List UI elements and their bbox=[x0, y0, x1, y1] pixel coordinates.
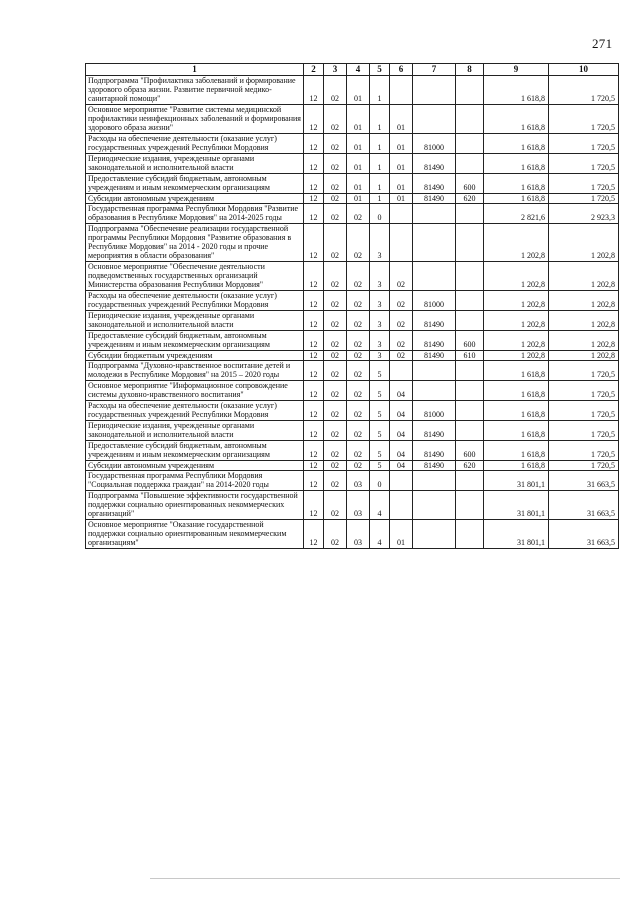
column-header: 1 bbox=[86, 64, 304, 76]
cell-amount-year2: 31 663,5 bbox=[549, 471, 619, 491]
cell-subprogram: 1 bbox=[370, 76, 390, 105]
cell-direction: 81000 bbox=[413, 401, 456, 421]
cell-main-activity: 04 bbox=[390, 381, 413, 401]
table-row bbox=[86, 351, 619, 361]
cell-expense-type bbox=[456, 311, 484, 331]
cell-amount-year1: 1 618,8 bbox=[484, 401, 549, 421]
column-header: 5 bbox=[370, 64, 390, 76]
cell-direction: 81490 bbox=[413, 441, 456, 461]
cell-name: Субсидии автономным учреждениям bbox=[86, 461, 304, 471]
cell-subprogram: 5 bbox=[370, 421, 390, 441]
cell-subprogram: 4 bbox=[370, 491, 390, 520]
cell-name: Основное мероприятие "Обеспечение деятельности подведомственных государственных организаций Министерства образования Республики Мордовия" bbox=[86, 262, 304, 291]
cell-program: 02 bbox=[347, 361, 370, 381]
column-header: 2 bbox=[304, 64, 324, 76]
cell-program: 03 bbox=[347, 520, 370, 549]
table-row bbox=[86, 224, 619, 262]
cell-section: 12 bbox=[304, 134, 324, 154]
cell-section: 12 bbox=[304, 154, 324, 174]
cell-name: Основное мероприятие "Развитие системы медицинской профилактики неинфекционных заболеваний и формирования здорового образа жизни" bbox=[86, 105, 304, 134]
cell-direction bbox=[413, 224, 456, 262]
cell-subprogram: 1 bbox=[370, 174, 390, 194]
cell-expense-type bbox=[456, 262, 484, 291]
table-row bbox=[86, 154, 619, 174]
cell-subsection: 02 bbox=[324, 76, 347, 105]
cell-subsection: 02 bbox=[324, 224, 347, 262]
cell-amount-year2: 1 720,5 bbox=[549, 421, 619, 441]
cell-amount-year2: 1 202,8 bbox=[549, 351, 619, 361]
table-row bbox=[86, 361, 619, 381]
cell-expense-type bbox=[456, 401, 484, 421]
cell-amount-year2: 1 720,5 bbox=[549, 174, 619, 194]
cell-name: Основное мероприятие "Информационное сопровождение системы духовно-нравственного воспитания" bbox=[86, 381, 304, 401]
table-row bbox=[86, 441, 619, 461]
cell-amount-year1: 1 618,8 bbox=[484, 194, 549, 204]
cell-main-activity: 01 bbox=[390, 154, 413, 174]
cell-amount-year2: 1 720,5 bbox=[549, 441, 619, 461]
cell-subsection: 02 bbox=[324, 421, 347, 441]
cell-expense-type bbox=[456, 224, 484, 262]
cell-direction bbox=[413, 361, 456, 381]
cell-amount-year2: 1 720,5 bbox=[549, 154, 619, 174]
cell-main-activity bbox=[390, 224, 413, 262]
cell-subprogram: 5 bbox=[370, 381, 390, 401]
cell-section: 12 bbox=[304, 291, 324, 311]
cell-subprogram: 5 bbox=[370, 461, 390, 471]
cell-amount-year1: 1 618,8 bbox=[484, 105, 549, 134]
cell-amount-year1: 1 202,8 bbox=[484, 224, 549, 262]
cell-expense-type bbox=[456, 76, 484, 105]
cell-expense-type bbox=[456, 134, 484, 154]
cell-program: 02 bbox=[347, 461, 370, 471]
cell-subprogram: 1 bbox=[370, 194, 390, 204]
cell-name: Периодические издания, учрежденные органами законодательной и исполнительной власти bbox=[86, 154, 304, 174]
cell-amount-year1: 1 618,8 bbox=[484, 174, 549, 194]
cell-direction bbox=[413, 381, 456, 401]
cell-subsection: 02 bbox=[324, 134, 347, 154]
cell-amount-year2: 1 720,5 bbox=[549, 401, 619, 421]
cell-main-activity: 01 bbox=[390, 194, 413, 204]
cell-main-activity: 01 bbox=[390, 174, 413, 194]
cell-subprogram: 0 bbox=[370, 471, 390, 491]
cell-direction bbox=[413, 76, 456, 105]
cell-program: 02 bbox=[347, 311, 370, 331]
cell-amount-year1: 1 618,8 bbox=[484, 361, 549, 381]
cell-amount-year2: 1 202,8 bbox=[549, 262, 619, 291]
cell-direction bbox=[413, 105, 456, 134]
cell-program: 02 bbox=[347, 441, 370, 461]
cell-program: 01 bbox=[347, 76, 370, 105]
cell-main-activity: 02 bbox=[390, 311, 413, 331]
cell-subsection: 02 bbox=[324, 461, 347, 471]
cell-expense-type bbox=[456, 381, 484, 401]
cell-section: 12 bbox=[304, 224, 324, 262]
cell-section: 12 bbox=[304, 520, 324, 549]
cell-amount-year1: 1 202,8 bbox=[484, 331, 549, 351]
cell-name: Подпрограмма "Повышение эффективности государственной поддержки социально ориентированных некоммерческих организаций" bbox=[86, 491, 304, 520]
cell-amount-year1: 1 618,8 bbox=[484, 421, 549, 441]
cell-amount-year2: 31 663,5 bbox=[549, 520, 619, 549]
cell-program: 02 bbox=[347, 401, 370, 421]
cell-name: Периодические издания, учрежденные органами законодательной и исполнительной власти bbox=[86, 421, 304, 441]
column-header: 7 bbox=[413, 64, 456, 76]
cell-subsection: 02 bbox=[324, 154, 347, 174]
cell-direction bbox=[413, 262, 456, 291]
cell-amount-year2: 1 720,5 bbox=[549, 381, 619, 401]
table-row bbox=[86, 105, 619, 134]
cell-direction: 81000 bbox=[413, 291, 456, 311]
cell-subsection: 02 bbox=[324, 401, 347, 421]
cell-program: 02 bbox=[347, 421, 370, 441]
cell-direction: 81490 bbox=[413, 174, 456, 194]
cell-amount-year1: 1 202,8 bbox=[484, 351, 549, 361]
cell-amount-year1: 1 618,8 bbox=[484, 381, 549, 401]
cell-subsection: 02 bbox=[324, 441, 347, 461]
cell-main-activity: 01 bbox=[390, 105, 413, 134]
table-row bbox=[86, 291, 619, 311]
cell-expense-type bbox=[456, 154, 484, 174]
cell-subsection: 02 bbox=[324, 471, 347, 491]
cell-expense-type bbox=[456, 491, 484, 520]
cell-amount-year2: 2 923,3 bbox=[549, 204, 619, 224]
cell-section: 12 bbox=[304, 262, 324, 291]
cell-subsection: 02 bbox=[324, 381, 347, 401]
cell-program: 02 bbox=[347, 381, 370, 401]
cell-name: Подпрограмма "Духовно-нравственное воспитание детей и молодежи в Республике Мордовия" на 2015 – 2020 годы bbox=[86, 361, 304, 381]
cell-amount-year1: 1 202,8 bbox=[484, 311, 549, 331]
cell-amount-year1: 1 618,8 bbox=[484, 76, 549, 105]
cell-expense-type bbox=[456, 520, 484, 549]
table-body bbox=[86, 76, 619, 549]
table-row bbox=[86, 204, 619, 224]
table-row bbox=[86, 520, 619, 549]
cell-amount-year1: 1 618,8 bbox=[484, 134, 549, 154]
cell-section: 12 bbox=[304, 421, 324, 441]
cell-subsection: 02 bbox=[324, 311, 347, 331]
cell-main-activity: 04 bbox=[390, 401, 413, 421]
table-row bbox=[86, 134, 619, 154]
cell-program: 01 bbox=[347, 134, 370, 154]
cell-expense-type bbox=[456, 105, 484, 134]
cell-amount-year2: 1 720,5 bbox=[549, 461, 619, 471]
cell-section: 12 bbox=[304, 204, 324, 224]
cell-direction: 81490 bbox=[413, 461, 456, 471]
cell-direction: 81490 bbox=[413, 194, 456, 204]
cell-expense-type bbox=[456, 471, 484, 491]
column-header: 4 bbox=[347, 64, 370, 76]
cell-section: 12 bbox=[304, 331, 324, 351]
cell-direction: 81490 bbox=[413, 351, 456, 361]
cell-name: Расходы на обеспечение деятельности (оказание услуг) государственных учреждений Республики Мордовия bbox=[86, 134, 304, 154]
cell-subprogram: 4 bbox=[370, 520, 390, 549]
cell-section: 12 bbox=[304, 471, 324, 491]
cell-section: 12 bbox=[304, 381, 324, 401]
table-row bbox=[86, 491, 619, 520]
cell-subprogram: 1 bbox=[370, 134, 390, 154]
cell-program: 01 bbox=[347, 174, 370, 194]
cell-name: Подпрограмма "Обеспечение реализации государственной программы Республики Мордовия "Развитие образования в Республике Мордовия" на 2014 - 2020 годы и прочие мероприятия в области образования" bbox=[86, 224, 304, 262]
cell-program: 03 bbox=[347, 491, 370, 520]
cell-section: 12 bbox=[304, 491, 324, 520]
cell-direction: 81490 bbox=[413, 331, 456, 351]
cell-main-activity: 02 bbox=[390, 351, 413, 361]
budget-table bbox=[85, 63, 619, 549]
cell-amount-year2: 31 663,5 bbox=[549, 491, 619, 520]
column-header: 6 bbox=[390, 64, 413, 76]
cell-amount-year2: 1 202,8 bbox=[549, 291, 619, 311]
cell-subprogram: 3 bbox=[370, 311, 390, 331]
cell-amount-year2: 1 720,5 bbox=[549, 194, 619, 204]
cell-subsection: 02 bbox=[324, 174, 347, 194]
table-row bbox=[86, 174, 619, 194]
cell-amount-year1: 31 801,1 bbox=[484, 520, 549, 549]
page-number: 271 bbox=[592, 36, 613, 51]
cell-subprogram: 3 bbox=[370, 224, 390, 262]
cell-amount-year1: 31 801,1 bbox=[484, 491, 549, 520]
cell-amount-year2: 1 202,8 bbox=[549, 311, 619, 331]
cell-program: 03 bbox=[347, 471, 370, 491]
cell-name: Предоставление субсидий бюджетным, автономным учреждениям и иным некоммерческим организациям bbox=[86, 331, 304, 351]
cell-main-activity: 02 bbox=[390, 262, 413, 291]
cell-subprogram: 5 bbox=[370, 441, 390, 461]
cell-amount-year2: 1 202,8 bbox=[549, 331, 619, 351]
cell-subsection: 02 bbox=[324, 204, 347, 224]
cell-subprogram: 3 bbox=[370, 262, 390, 291]
cell-direction bbox=[413, 491, 456, 520]
cell-direction: 81000 bbox=[413, 134, 456, 154]
table-row bbox=[86, 331, 619, 351]
cell-subsection: 02 bbox=[324, 331, 347, 351]
cell-main-activity: 01 bbox=[390, 134, 413, 154]
cell-expense-type: 600 bbox=[456, 441, 484, 461]
cell-main-activity: 02 bbox=[390, 331, 413, 351]
cell-subprogram: 5 bbox=[370, 401, 390, 421]
cell-direction: 81490 bbox=[413, 311, 456, 331]
cell-subsection: 02 bbox=[324, 262, 347, 291]
cell-name: Государственная программа Республики Мордовия "Развитие образования в Республике Мордовия" на 2014-2025 годы bbox=[86, 204, 304, 224]
cell-main-activity: 04 bbox=[390, 421, 413, 441]
cell-name: Расходы на обеспечение деятельности (оказание услуг) государственных учреждений Республики Мордовия bbox=[86, 291, 304, 311]
cell-subprogram: 3 bbox=[370, 351, 390, 361]
cell-name: Подпрограмма "Профилактика заболеваний и формирование здорового образа жизни. Развитие первичной медико-санитарной помощи" bbox=[86, 76, 304, 105]
cell-name: Субсидии бюджетным учреждениям bbox=[86, 351, 304, 361]
table-row bbox=[86, 421, 619, 441]
cell-subprogram: 0 bbox=[370, 204, 390, 224]
cell-main-activity: 02 bbox=[390, 291, 413, 311]
column-header: 9 bbox=[484, 64, 549, 76]
table-row bbox=[86, 311, 619, 331]
cell-amount-year2: 1 202,8 bbox=[549, 224, 619, 262]
cell-amount-year1: 1 202,8 bbox=[484, 291, 549, 311]
cell-program: 01 bbox=[347, 154, 370, 174]
cell-program: 02 bbox=[347, 291, 370, 311]
cell-direction bbox=[413, 520, 456, 549]
cell-expense-type bbox=[456, 421, 484, 441]
cell-amount-year1: 1 618,8 bbox=[484, 441, 549, 461]
cell-name: Основное мероприятие "Оказание государственной поддержки социально ориентированным некоммерческим организациям" bbox=[86, 520, 304, 549]
cell-main-activity: 01 bbox=[390, 520, 413, 549]
cell-section: 12 bbox=[304, 194, 324, 204]
cell-name: Расходы на обеспечение деятельности (оказание услуг) государственных учреждений Республики Мордовия bbox=[86, 401, 304, 421]
cell-section: 12 bbox=[304, 311, 324, 331]
cell-section: 12 bbox=[304, 105, 324, 134]
cell-main-activity: 04 bbox=[390, 441, 413, 461]
cell-name: Субсидии автономным учреждениям bbox=[86, 194, 304, 204]
table-row bbox=[86, 461, 619, 471]
cell-amount-year2: 1 720,5 bbox=[549, 76, 619, 105]
cell-name: Предоставление субсидий бюджетным, автономным учреждениям и иным некоммерческим организациям bbox=[86, 441, 304, 461]
cell-section: 12 bbox=[304, 401, 324, 421]
cell-program: 02 bbox=[347, 262, 370, 291]
cell-main-activity bbox=[390, 204, 413, 224]
cell-amount-year1: 1 202,8 bbox=[484, 262, 549, 291]
cell-subprogram: 1 bbox=[370, 154, 390, 174]
cell-subprogram: 3 bbox=[370, 331, 390, 351]
column-header: 8 bbox=[456, 64, 484, 76]
cell-section: 12 bbox=[304, 441, 324, 461]
cell-section: 12 bbox=[304, 76, 324, 105]
cell-program: 02 bbox=[347, 204, 370, 224]
cell-amount-year1: 1 618,8 bbox=[484, 461, 549, 471]
cell-section: 12 bbox=[304, 461, 324, 471]
table-row bbox=[86, 381, 619, 401]
cell-subsection: 02 bbox=[324, 291, 347, 311]
cell-main-activity bbox=[390, 491, 413, 520]
cell-section: 12 bbox=[304, 351, 324, 361]
cell-subsection: 02 bbox=[324, 105, 347, 134]
table-header-row bbox=[86, 64, 619, 76]
cell-subprogram: 3 bbox=[370, 291, 390, 311]
cell-subsection: 02 bbox=[324, 351, 347, 361]
scan-edge-line bbox=[150, 878, 620, 879]
cell-amount-year1: 2 821,6 bbox=[484, 204, 549, 224]
cell-amount-year2: 1 720,5 bbox=[549, 361, 619, 381]
cell-expense-type bbox=[456, 361, 484, 381]
cell-amount-year2: 1 720,5 bbox=[549, 134, 619, 154]
cell-expense-type: 610 bbox=[456, 351, 484, 361]
table-row bbox=[86, 401, 619, 421]
cell-main-activity: 04 bbox=[390, 461, 413, 471]
cell-expense-type: 620 bbox=[456, 461, 484, 471]
cell-expense-type: 620 bbox=[456, 194, 484, 204]
cell-section: 12 bbox=[304, 174, 324, 194]
cell-expense-type: 600 bbox=[456, 174, 484, 194]
cell-expense-type bbox=[456, 291, 484, 311]
cell-program: 02 bbox=[347, 331, 370, 351]
table-row bbox=[86, 194, 619, 204]
cell-amount-year2: 1 720,5 bbox=[549, 105, 619, 134]
cell-expense-type bbox=[456, 204, 484, 224]
table-row bbox=[86, 471, 619, 491]
cell-subprogram: 1 bbox=[370, 105, 390, 134]
column-header: 10 bbox=[549, 64, 619, 76]
column-header: 3 bbox=[324, 64, 347, 76]
cell-subsection: 02 bbox=[324, 194, 347, 204]
table-row bbox=[86, 262, 619, 291]
cell-subsection: 02 bbox=[324, 361, 347, 381]
cell-main-activity bbox=[390, 76, 413, 105]
cell-main-activity bbox=[390, 471, 413, 491]
cell-program: 01 bbox=[347, 194, 370, 204]
cell-direction: 81490 bbox=[413, 421, 456, 441]
cell-program: 02 bbox=[347, 351, 370, 361]
table-row bbox=[86, 76, 619, 105]
cell-subsection: 02 bbox=[324, 520, 347, 549]
cell-direction bbox=[413, 471, 456, 491]
cell-program: 01 bbox=[347, 105, 370, 134]
cell-subprogram: 5 bbox=[370, 361, 390, 381]
cell-name: Государственная программа Республики Мордовия "Социальная поддержка граждан" на 2014-2020 годы bbox=[86, 471, 304, 491]
cell-main-activity bbox=[390, 361, 413, 381]
cell-amount-year1: 31 801,1 bbox=[484, 471, 549, 491]
cell-section: 12 bbox=[304, 361, 324, 381]
cell-name: Периодические издания, учрежденные органами законодательной и исполнительной власти bbox=[86, 311, 304, 331]
cell-amount-year1: 1 618,8 bbox=[484, 154, 549, 174]
cell-direction: 81490 bbox=[413, 154, 456, 174]
cell-name: Предоставление субсидий бюджетным, автономным учреждениям и иным некоммерческим организациям bbox=[86, 174, 304, 194]
cell-subsection: 02 bbox=[324, 491, 347, 520]
cell-direction bbox=[413, 204, 456, 224]
cell-program: 02 bbox=[347, 224, 370, 262]
cell-expense-type: 600 bbox=[456, 331, 484, 351]
